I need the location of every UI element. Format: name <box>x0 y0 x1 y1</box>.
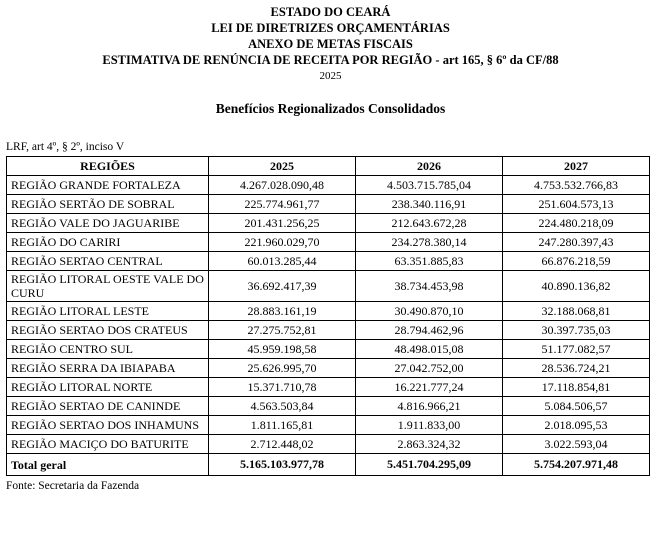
document-header <box>0 0 661 84</box>
renuncia-receita-table <box>6 156 650 476</box>
column-header-2026: 2026 <box>356 157 503 176</box>
cell-value-2027: 40.890.136,82 <box>503 271 650 302</box>
cell-value-2026: 27.042.752,00 <box>356 359 503 378</box>
cell-region: REGIÃO SERTAO DE CANINDE <box>7 397 209 416</box>
cell-value-2027: 3.022.593,04 <box>503 435 650 454</box>
cell-value-2025: 45.959.198,58 <box>209 340 356 359</box>
header-year: 2025 <box>319 70 342 82</box>
cell-value-2025: 15.371.710,78 <box>209 378 356 397</box>
cell-value-2026: 212.643.672,28 <box>356 214 503 233</box>
cell-value-2025: 60.013.285,44 <box>209 252 356 271</box>
table-row <box>7 397 650 416</box>
cell-value-2026: 2.863.324,32 <box>356 435 503 454</box>
cell-value-2025: 201.431.256,25 <box>209 214 356 233</box>
table-row <box>7 233 650 252</box>
table-row <box>7 214 650 233</box>
cell-value-2026: 38.734.453,98 <box>356 271 503 302</box>
table-row <box>7 378 650 397</box>
page-subtitle: Benefícios Regionalizados Consolidados <box>215 101 446 116</box>
cell-value-2027: 66.876.218,59 <box>503 252 650 271</box>
cell-value-2027: 2.018.095,53 <box>503 416 650 435</box>
cell-value-2027: 4.753.532.766,83 <box>503 176 650 195</box>
cell-value-2027: 32.188.068,81 <box>503 302 650 321</box>
cell-value-2025: 28.883.161,19 <box>209 302 356 321</box>
cell-value-2025: 27.275.752,81 <box>209 321 356 340</box>
cell-region: REGIÃO DO CARIRI <box>7 233 209 252</box>
cell-value-2026: 234.278.380,14 <box>356 233 503 252</box>
cell-region: REGIÃO SERTÃO DE SOBRAL <box>7 195 209 214</box>
table-header-row <box>7 157 650 176</box>
cell-value-2026: 30.490.870,10 <box>356 302 503 321</box>
table-row <box>7 416 650 435</box>
header-line-3: ANEXO DE METAS FISCAIS <box>248 37 413 51</box>
table-row <box>7 195 650 214</box>
table-row <box>7 302 650 321</box>
cell-value-2027: 28.536.724,21 <box>503 359 650 378</box>
column-header-regioes: REGIÕES <box>7 157 209 176</box>
cell-region: REGIÃO LITORAL NORTE <box>7 378 209 397</box>
cell-value-2025: 25.626.995,70 <box>209 359 356 378</box>
cell-value-2026: 28.794.462,96 <box>356 321 503 340</box>
table-row <box>7 340 650 359</box>
cell-value-2027: 5.084.506,57 <box>503 397 650 416</box>
cell-value-2026: 238.340.116,91 <box>356 195 503 214</box>
cell-value-2025: 225.774.961,77 <box>209 195 356 214</box>
cell-total-2026: 5.451.704.295,09 <box>356 454 503 476</box>
cell-total-label: Total geral <box>7 454 209 476</box>
table-row <box>7 176 650 195</box>
cell-value-2026: 63.351.885,83 <box>356 252 503 271</box>
cell-value-2026: 1.911.833,00 <box>356 416 503 435</box>
cell-value-2025: 4.563.503,84 <box>209 397 356 416</box>
cell-value-2026: 4.503.715.785,04 <box>356 176 503 195</box>
cell-total-2027: 5.754.207.971,48 <box>503 454 650 476</box>
table-row <box>7 359 650 378</box>
cell-value-2026: 48.498.015,08 <box>356 340 503 359</box>
cell-region: REGIÃO LITORAL OESTE VALE DO CURU <box>7 271 209 302</box>
table-row <box>7 435 650 454</box>
cell-region: REGIÃO LITORAL LESTE <box>7 302 209 321</box>
table-row <box>7 321 650 340</box>
table-body <box>7 176 650 476</box>
cell-region: REGIÃO GRANDE FORTALEZA <box>7 176 209 195</box>
cell-value-2027: 224.480.218,09 <box>503 214 650 233</box>
cell-value-2027: 30.397.735,03 <box>503 321 650 340</box>
cell-value-2027: 251.604.573,13 <box>503 195 650 214</box>
header-line-4: ESTIMATIVA DE RENÚNCIA DE RECEITA POR REGIÃO - art 165, § 6º da CF/88 <box>102 53 559 67</box>
cell-value-2027: 51.177.082,57 <box>503 340 650 359</box>
cell-region: REGIÃO CENTRO SUL <box>7 340 209 359</box>
cell-value-2027: 247.280.397,43 <box>503 233 650 252</box>
column-header-2025: 2025 <box>209 157 356 176</box>
cell-region: REGIÃO SERRA DA IBIAPABA <box>7 359 209 378</box>
cell-value-2025: 36.692.417,39 <box>209 271 356 302</box>
cell-value-2026: 4.816.966,21 <box>356 397 503 416</box>
cell-value-2027: 17.118.854,81 <box>503 378 650 397</box>
table-row <box>7 271 650 302</box>
header-line-2: LEI DE DIRETRIZES ORÇAMENTÁRIAS <box>211 21 450 35</box>
table-header <box>7 157 650 176</box>
cell-region: REGIÃO SERTAO CENTRAL <box>7 252 209 271</box>
source-note: Fonte: Secretaria da Fazenda <box>6 480 140 492</box>
cell-value-2025: 221.960.029,70 <box>209 233 356 252</box>
cell-region: REGIÃO VALE DO JAGUARIBE <box>7 214 209 233</box>
cell-value-2025: 1.811.165,81 <box>209 416 356 435</box>
cell-region: REGIÃO MACIÇO DO BATURITE <box>7 435 209 454</box>
cell-value-2026: 16.221.777,24 <box>356 378 503 397</box>
cell-value-2025: 2.712.448,02 <box>209 435 356 454</box>
table-row <box>7 252 650 271</box>
cell-value-2025: 4.267.028.090,48 <box>209 176 356 195</box>
cell-region: REGIÃO SERTAO DOS CRATEUS <box>7 321 209 340</box>
column-header-2027: 2027 <box>503 157 650 176</box>
header-line-1: ESTADO DO CEARÁ <box>270 5 391 19</box>
lrf-note: LRF, art 4º, § 2º, inciso V <box>6 141 125 153</box>
table-total-row <box>7 454 650 476</box>
cell-region: REGIÃO SERTAO DOS INHAMUNS <box>7 416 209 435</box>
cell-total-2025: 5.165.103.977,78 <box>209 454 356 476</box>
